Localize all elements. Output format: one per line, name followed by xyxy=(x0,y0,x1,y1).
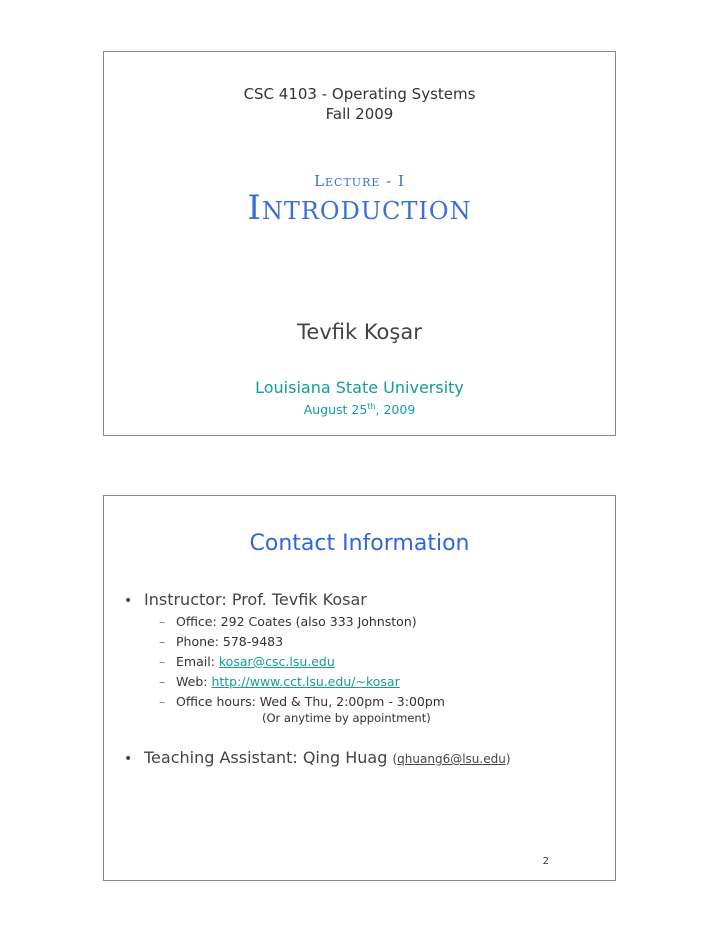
instructor-details xyxy=(159,612,445,712)
ta-email-group xyxy=(392,752,510,766)
office-text: Office: 292 Coates (also 333 Johnston) xyxy=(176,614,417,629)
email-link[interactable]: kosar@csc.lsu.edu xyxy=(218,654,335,669)
web-item xyxy=(159,672,445,692)
dash-icon: – xyxy=(159,654,166,669)
date-prefix: August 25 xyxy=(303,402,368,417)
lecture-date xyxy=(104,402,615,417)
course-title: CSC 4103 - Operating Systems xyxy=(243,85,476,103)
email-item xyxy=(159,652,445,672)
author-name: Tevfik Koşar xyxy=(297,320,422,344)
instructor-bullet xyxy=(124,590,367,609)
bullet-icon: • xyxy=(124,751,133,767)
date-suffix: th xyxy=(367,401,376,411)
web-link[interactable]: http://www.cct.lsu.edu/~kosar xyxy=(211,674,400,689)
page-number: 2 xyxy=(542,856,549,867)
office-hours-item xyxy=(159,692,445,712)
bullet-icon: • xyxy=(124,593,133,609)
instructor-text: Instructor: Prof. Tevfik Kosar xyxy=(144,590,367,609)
dash-icon: – xyxy=(159,694,166,709)
dash-icon: – xyxy=(159,674,166,689)
lecture-title: Introduction xyxy=(247,188,472,228)
slide-heading: Contact Information xyxy=(249,531,470,556)
ta-email-link[interactable]: qhuang6@lsu.edu xyxy=(397,752,506,766)
date-year: , 2009 xyxy=(375,402,416,417)
title-slide xyxy=(103,51,616,436)
phone-text: Phone: 578-9483 xyxy=(176,634,284,649)
ta-text: Teaching Assistant: Qing Huag xyxy=(144,748,388,767)
ta-bullet xyxy=(124,748,511,767)
institution-name: Louisiana State University xyxy=(255,378,464,397)
phone-item xyxy=(159,632,445,652)
ta-email-close: ) xyxy=(505,752,511,766)
web-label: Web: xyxy=(176,674,212,689)
email-label: Email: xyxy=(176,654,219,669)
office-item xyxy=(159,612,445,632)
course-term: Fall 2009 xyxy=(325,105,394,123)
ta-email-open: ( xyxy=(392,752,398,766)
contact-slide xyxy=(103,495,616,881)
office-hours-text: Office hours: Wed & Thu, 2:00pm - 3:00pm xyxy=(176,694,445,709)
office-hours-note: (Or anytime by appointment) xyxy=(262,711,431,725)
dash-icon: – xyxy=(159,614,166,629)
lecture-label: Lecture - I xyxy=(314,172,405,190)
dash-icon: – xyxy=(159,634,166,649)
